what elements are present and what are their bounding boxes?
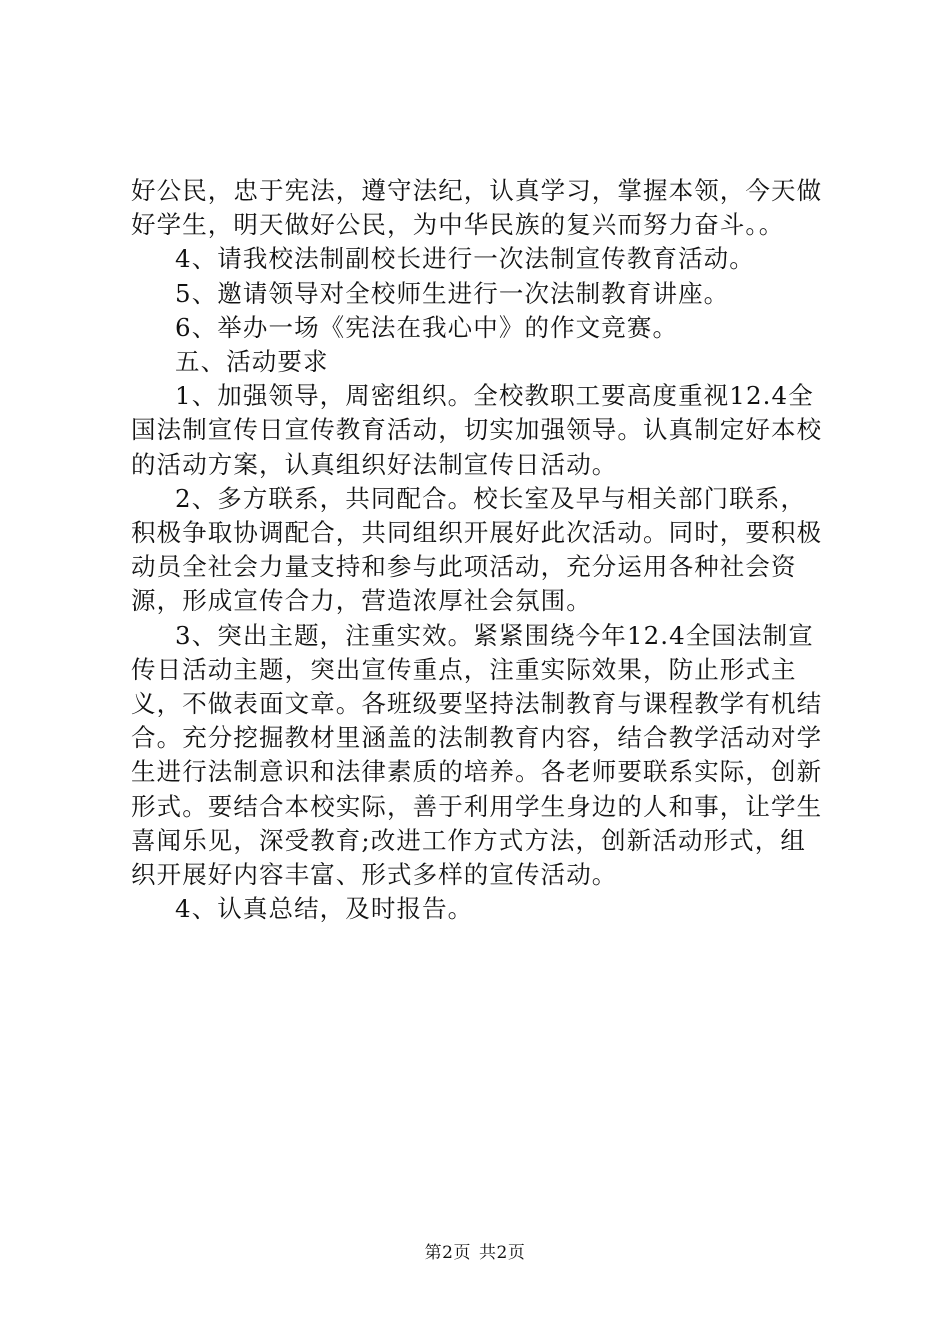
- paragraph-9: 4、认真总结，及时报告。: [175, 894, 474, 924]
- paragraph-3: 5、邀请领导对全校师生进行一次法制教育讲座。: [175, 278, 730, 308]
- document-body: [131, 174, 831, 926]
- paragraph-1: 好公民，忠于宪法，遵守法纪，认真学习，掌握本领，今天做好学生，明天做好公民，为中华民族的复兴而努力奋斗。。: [131, 176, 823, 240]
- paragraph-6: 1、加强领导，周密组织。全校教职工要高度重视12.4全国法制宣传日宣传教育活动，切实加强领导。认真制定好本校的活动方案，认真组织好法制宣传日活动。: [131, 381, 823, 479]
- page-total: 共2页: [479, 1243, 526, 1263]
- paragraph-7: 2、多方联系，共同配合。校长室及早与相关部门联系，积极争取协调配合，共同组织开展好此次活动。同时，要积极动员全社会力量支持和参与此项活动，充分运用各种社会资源，形成宣传合力，营造浓厚社会氛围。: [131, 483, 823, 616]
- page-footer: [0, 1241, 950, 1265]
- paragraph-4: 6、举办一场《宪法在我心中》的作文竞赛。: [175, 312, 679, 342]
- section-heading: 五、活动要求: [175, 347, 329, 377]
- page-number: 第2页: [424, 1243, 471, 1263]
- paragraph-8: 3、突出主题，注重实效。紧紧围绕今年12.4全国法制宣传日活动主题，突出宣传重点，注重实际效果，防止形式主义，不做表面文章。各班级要坚持法制教育与课程教学有机结合。充分挖掘教材里涵盖的法制教育内容，结合教学活动对学生进行法制意识和法律素质的培养。各老师要联系实际，创新形式。要结合本校实际，善于利用学生身边的人和事，让学生喜闻乐见，深受教育;改进工作方式方法，创新活动形式，组织开展好内容丰富、形式多样的宣传活动。: [131, 620, 823, 890]
- paragraph-2: 4、请我校法制副校长进行一次法制宣传教育活动。: [175, 244, 755, 274]
